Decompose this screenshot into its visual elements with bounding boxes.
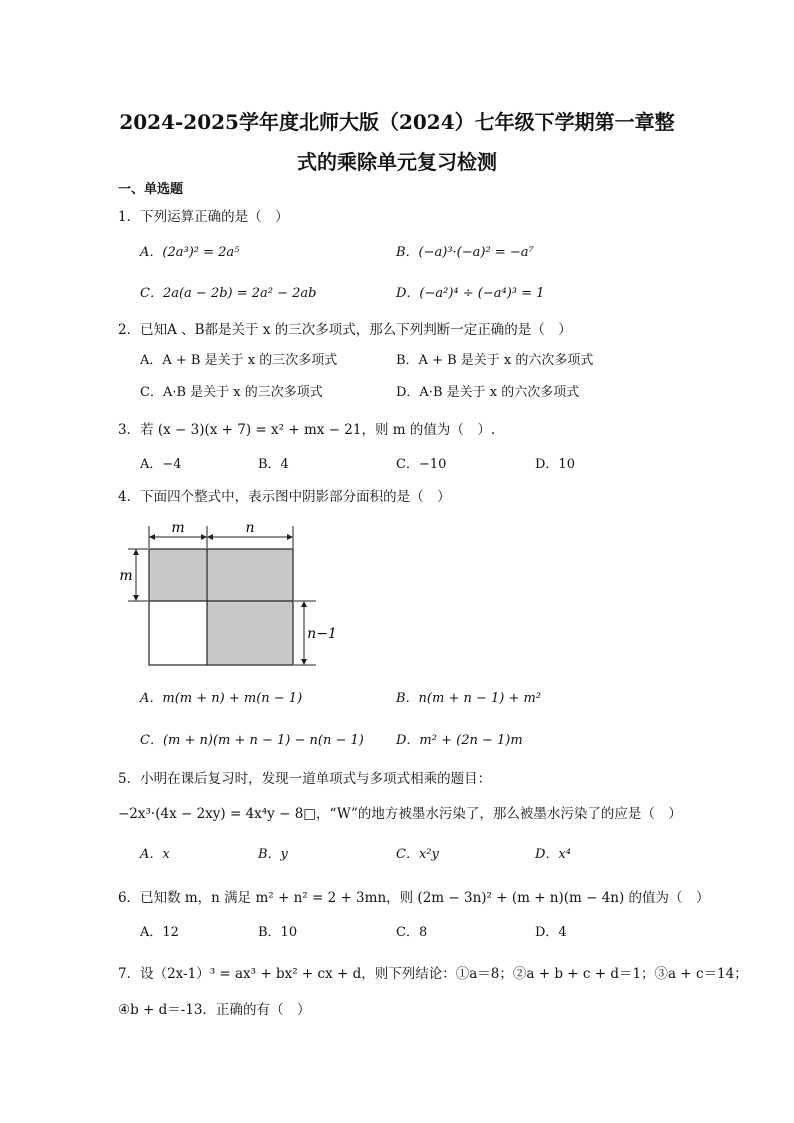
- question-5-stem-continued: −2x³·(4x − 2xy) = 4x⁴y − 8□，“W”的地方被墨水污染了，那么被墨水污染了的应是（ ）: [118, 806, 682, 822]
- arrowhead: [149, 534, 155, 540]
- arrowhead: [301, 601, 307, 607]
- arrowhead: [133, 549, 139, 555]
- question-4-option-d: D．m² + (2n − 1)m: [396, 733, 523, 748]
- question-4-option-b: B．n(m + n − 1) + m²: [396, 691, 542, 706]
- question-1-option-b: B．(−a)³·(−a)² = −a⁷: [396, 245, 534, 260]
- question-5-stem: 5．小明在课后复习时，发现一道单项式与多项式相乘的题目：: [118, 771, 492, 787]
- document-title-line-2: 式的乘除单元复习检测: [297, 150, 497, 174]
- question-3-option-d: D．10: [535, 457, 575, 472]
- question-1-option-d: D．(−a²)⁴ ÷ (−a⁴)³ = 1: [396, 286, 545, 301]
- document-title-line-1: 2024-2025学年度北师大版（2024）七年级下学期第一章整: [119, 110, 675, 134]
- arrowhead: [287, 534, 293, 540]
- question-7-stem-continued: ④b + d＝-13．正确的有（ ）: [118, 1002, 311, 1018]
- question-1-option-c: C．2a(a − 2b) = 2a² − 2ab: [140, 286, 317, 301]
- area-diagram: [118, 518, 337, 672]
- question-6-option-a: A．12: [140, 925, 179, 940]
- question-2-stem: 2．已知A 、B都是关于 x 的三次多项式，那么下列判断一定正确的是（ ）: [118, 322, 572, 338]
- question-4-option-a: A．m(m + n) + m(n − 1): [140, 691, 303, 706]
- arrowhead: [207, 534, 213, 540]
- question-6-option-c: C．8: [396, 925, 428, 940]
- question-5-option-b: B．y: [258, 847, 288, 862]
- question-1-stem: 1．下列运算正确的是（ ）: [118, 209, 289, 225]
- question-3-option-c: C．−10: [396, 457, 447, 472]
- shaded-top-left: [149, 549, 207, 601]
- question-1-option-a: A．(2a³)² = 2a⁵: [140, 245, 240, 260]
- question-2-option-d: D．A·B 是关于 x 的六次多项式: [396, 385, 580, 400]
- section-heading: 一、单选题: [118, 182, 184, 197]
- label-left-m: m: [119, 568, 133, 584]
- label-top-n: n: [245, 520, 255, 536]
- question-2-option-b: B．A + B 是关于 x 的六次多项式: [396, 353, 594, 368]
- arrowhead: [201, 534, 207, 540]
- question-4-option-c: C．(m + n)(m + n − 1) − n(n − 1): [140, 733, 364, 748]
- question-5-option-d: D．x⁴: [535, 847, 571, 862]
- question-3-stem: 3．若 (x − 3)(x + 7) = x² + mx − 21，则 m 的值为（ ）.: [118, 422, 496, 438]
- question-5-option-a: A．x: [140, 847, 170, 862]
- question-4-stem: 4．下面四个整式中，表示图中阴影部分面积的是（ ）: [118, 489, 451, 505]
- shaded-top-right: [207, 549, 293, 601]
- question-3-option-b: B．4: [258, 457, 289, 472]
- unshaded-bottom-left: [149, 601, 207, 665]
- question-2-option-a: A．A + B 是关于 x 的三次多项式: [140, 353, 338, 368]
- arrowhead: [133, 595, 139, 601]
- shaded-bottom-right: [207, 601, 293, 665]
- label-right-n-minus-1: n−1: [307, 626, 337, 642]
- question-6-option-d: D．4: [535, 925, 567, 940]
- question-5-option-c: C．x²y: [396, 847, 439, 862]
- arrowhead: [301, 659, 307, 665]
- question-6-option-b: B．10: [258, 925, 298, 940]
- question-7-stem: 7．设（2x-1）³ = ax³ + bx² + cx + d，则下列结论：①a＝8；②a + b + c + d＝1；③a + c＝14；: [118, 966, 748, 982]
- label-top-m: m: [171, 520, 185, 536]
- question-3-option-a: A．−4: [140, 457, 182, 472]
- question-6-stem: 6．已知数 m，n 满足 m² + n² = 2 + 3mn，则 (2m − 3n)² + (m + n)(m − 4n) 的值为（ ）: [118, 890, 710, 906]
- question-2-option-c: C．A·B 是关于 x 的三次多项式: [140, 385, 323, 400]
